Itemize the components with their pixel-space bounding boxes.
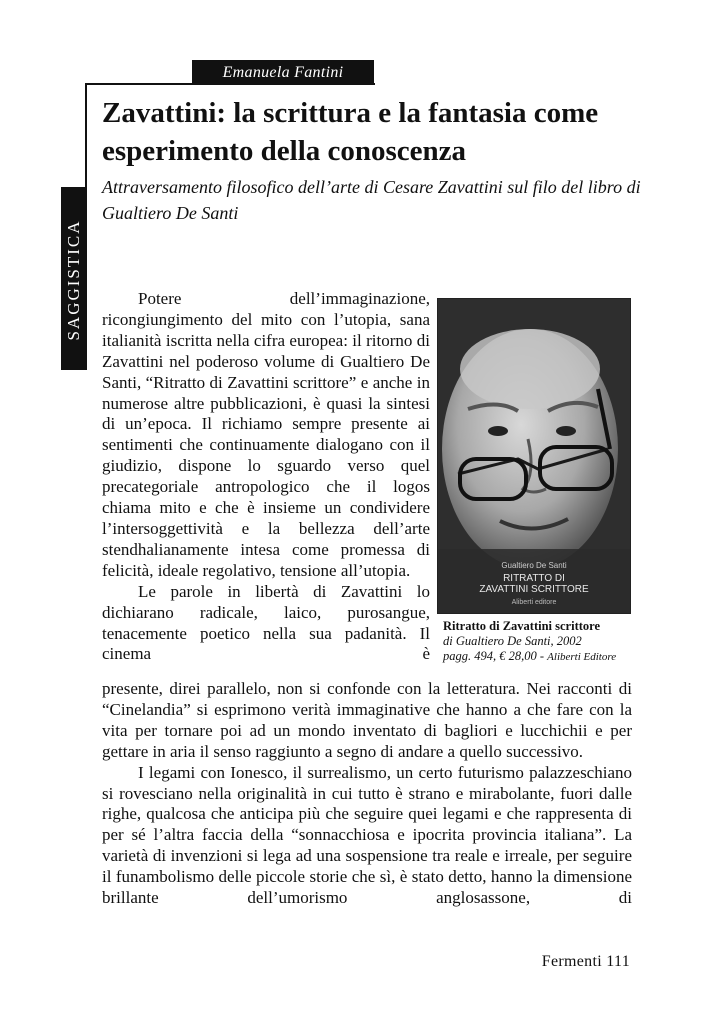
page-footer <box>542 953 630 971</box>
cover-publisher: Aliberti editore <box>511 599 557 606</box>
body-column-full <box>102 679 632 909</box>
caption-title: Ritratto di Zavattini scrittore <box>443 619 601 633</box>
paragraph-2-continuation: presente, direi parallelo, non si confonde con la letteratura. Nei racconti di “Cinelandia” si esprimono verità immaginative che hanno a che fare con la vita per tornare poi ad un mondo inventato di bagliori e lucchichii e per gettare in aria il senso raggiunto a segno di andare a quello successivo. <box>102 679 632 761</box>
side-rule <box>85 83 87 187</box>
figure-caption <box>443 619 643 665</box>
article-subtitle: Attraversamento filosofico dell’arte di Cesare Zavattini sul filo del libro di Gualtiero De Santi <box>102 177 641 223</box>
author-name: Emanuela Fantini <box>192 60 374 84</box>
cover-author: Gualtiero De Santi <box>501 561 567 570</box>
paragraph-1: Potere dell’immaginazione, ricongiungimento del mito con l’utopia, sana italianità iscritta nella cifra europea: il ritorno di Zavattini nel poderoso volume di Gualtiero De Santi, “Ritratto di Zavattini scrittore” e anche in numerose altre pubblicazioni, è quasi la sintesi di un’epoca. Il richiamo sempre presente ai sentimenti che continuamente dialogano con il giudizio, dispone lo sguardo verso quel precategoriale antropologico che il logos chiama mito e che è insieme un condividere l’intersoggettività e la bellezza dell’arte stendhalianamente intesa come promessa di felicità, ideale regolativo, tensione all’utopia. <box>102 289 430 580</box>
paragraph-3: I legami con Ionesco, il surrealismo, un certo futurismo palazzeschiano si rovesciano nella originalità in cui tutto è strano e mirabolante, fuori dalle righe, qualcosa che anticipa più che seguire quei legami e che rappresenta di per sé l’altra faccia della “sonnacchiosa e ipocrita provincia italiana”. La varietà di invenzioni si lega ad una sospensione tra reale e irreale, per seguire il funambolismo delle piccole storie che sì, è stato detto, hanno la dimensione brillante dell’umorismo anglosassone, di <box>102 762 632 908</box>
section-label: SAGGISTICA <box>64 219 83 341</box>
caption-pages-price: pagg. 494, € 28,00 - <box>443 649 548 663</box>
caption-author-year: di Gualtiero De Santi, 2002 <box>443 634 582 648</box>
book-cover-photo <box>437 298 631 614</box>
header-rule <box>85 83 375 85</box>
page-number: 111 <box>606 953 630 970</box>
caption-details <box>443 649 643 665</box>
caption-publisher: Aliberti Editore <box>547 651 617 663</box>
body-column-top <box>102 289 430 665</box>
article-title: Zavattini: la scrittura e la fantasia come esperimento della conoscenza <box>102 97 599 167</box>
paragraph-2-start: Le parole in libertà di Zavattini lo dichiarano radicale, laico, purosangue, tenacemente poetico nella sua padanità. Il cinema è <box>102 581 430 664</box>
cover-title: RITRATTO DI ZAVATTINI SCRITTORE <box>479 573 589 595</box>
magazine-name: Fermenti <box>541 953 602 970</box>
